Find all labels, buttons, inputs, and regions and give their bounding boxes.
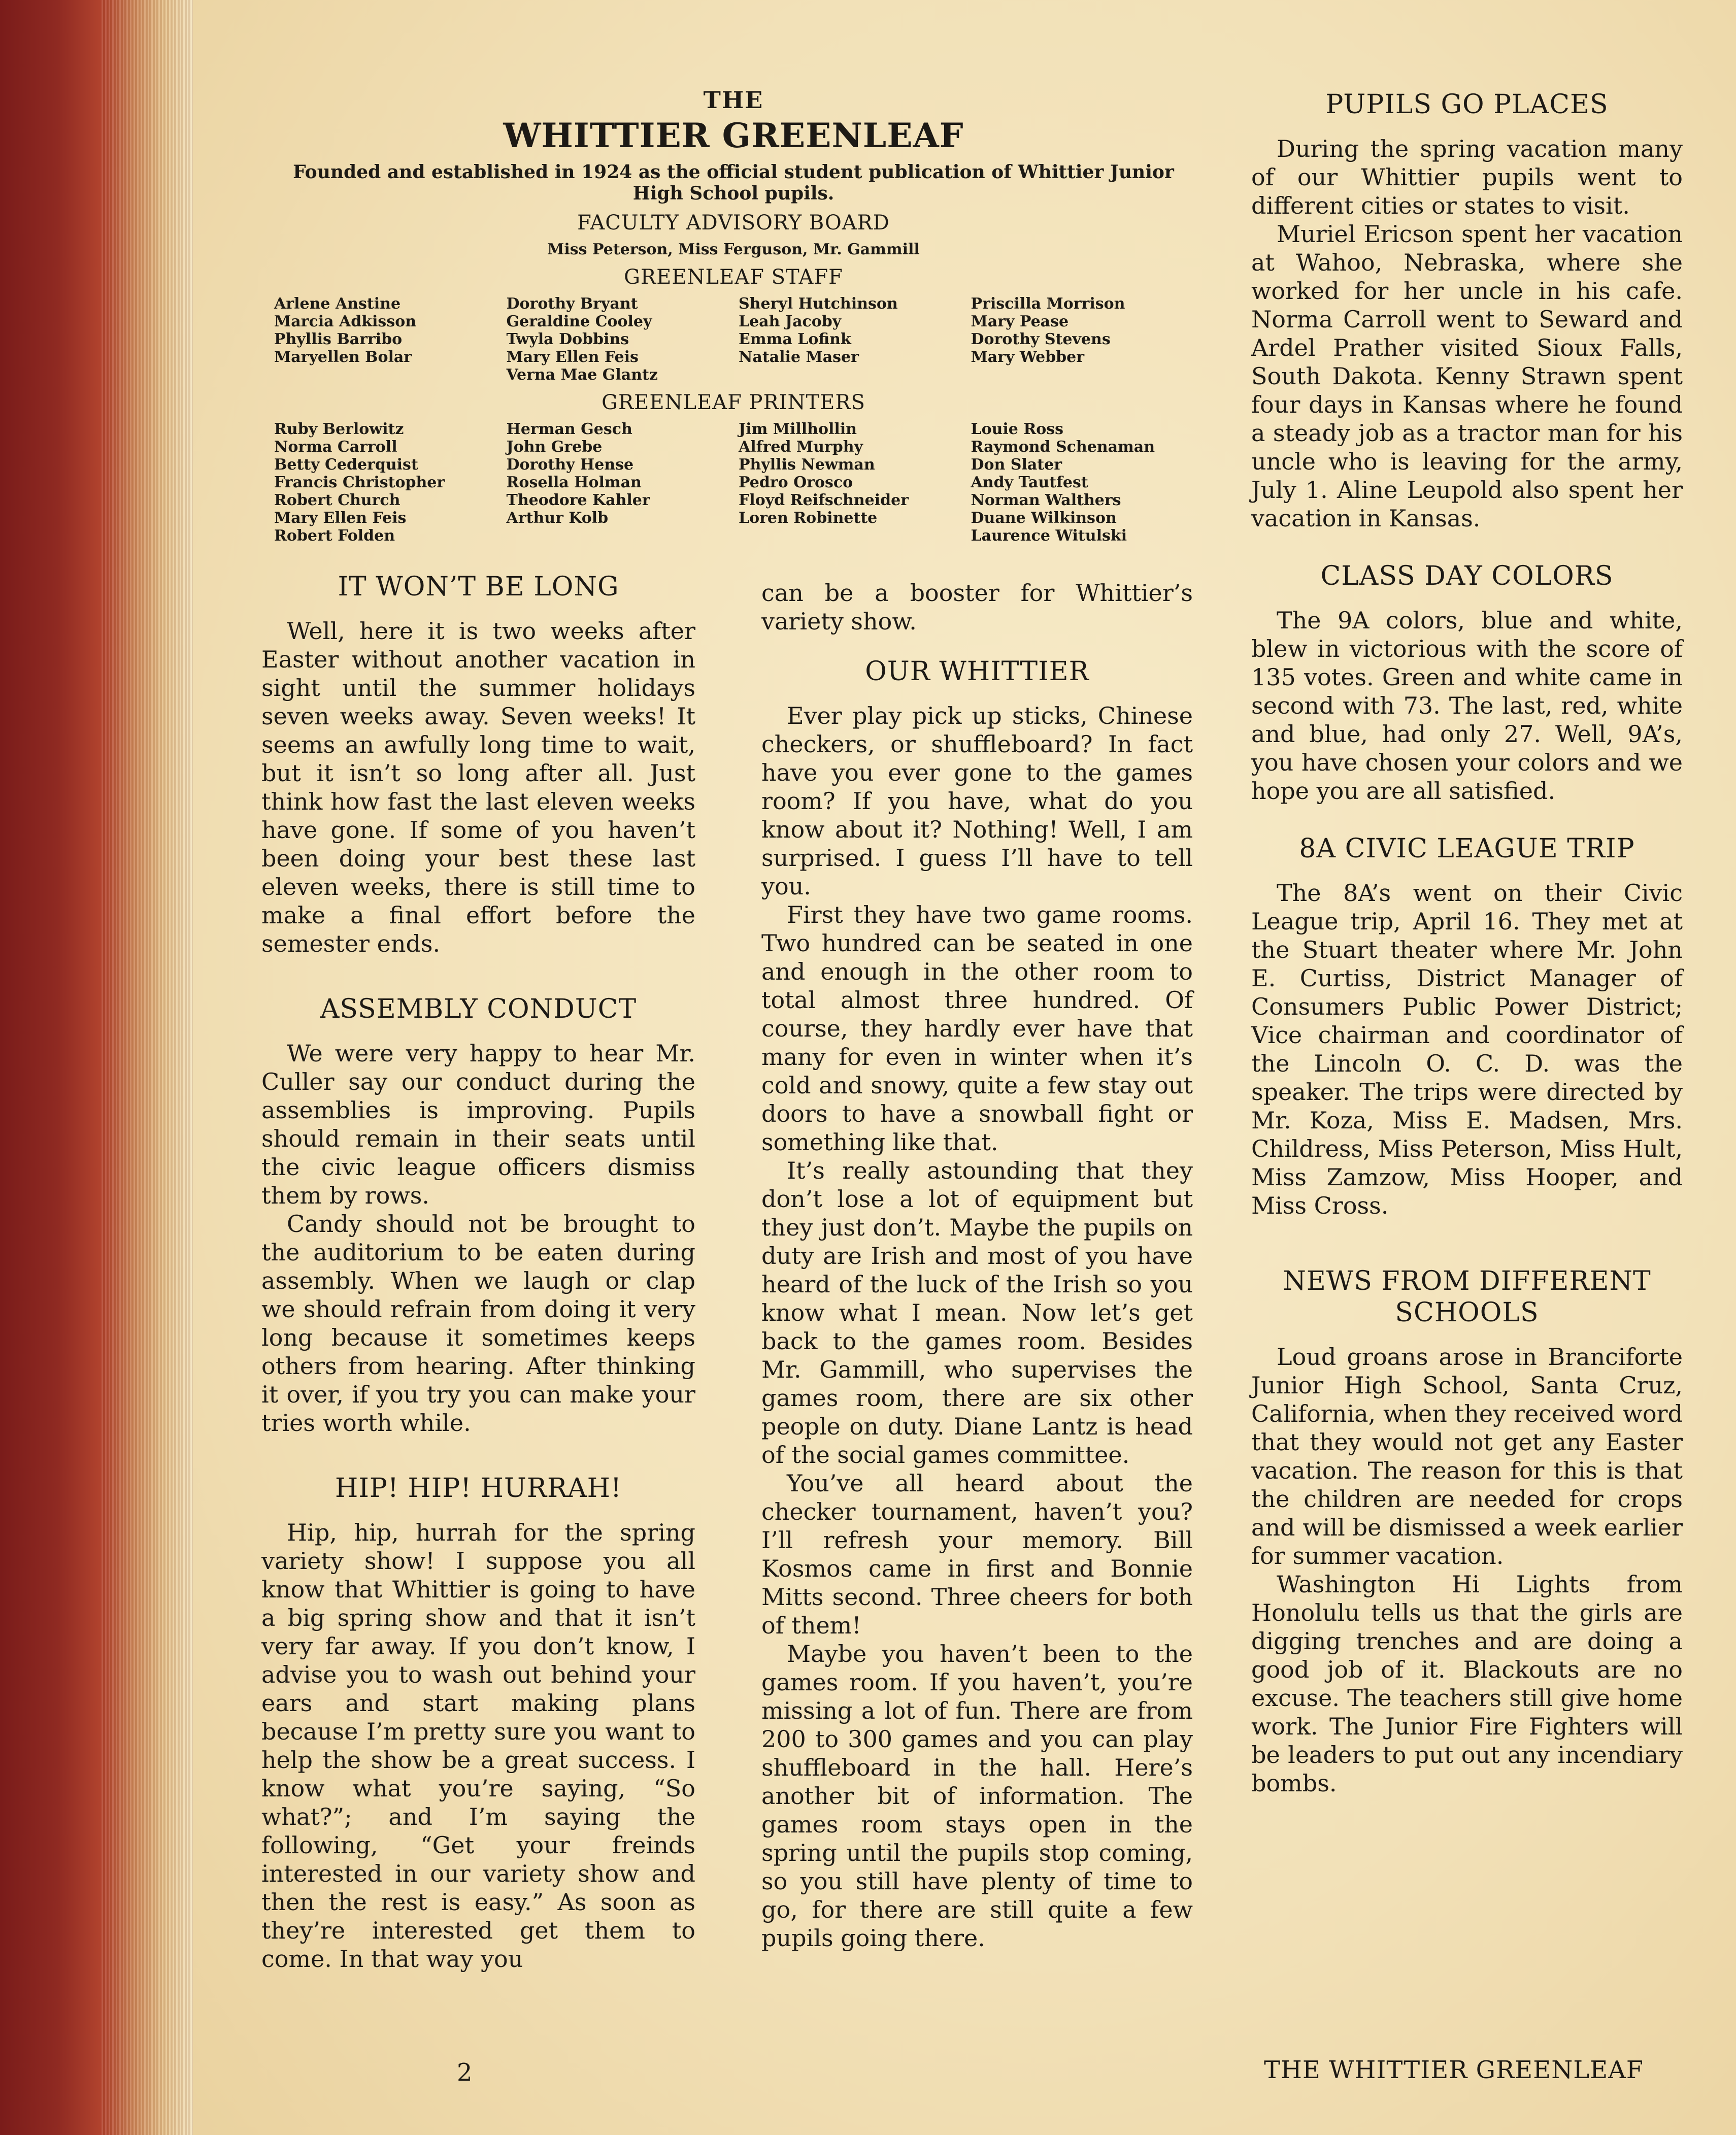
printer-name: Arthur Kolb — [506, 509, 609, 527]
footer-newspaper-name: THE WHITTIER GREENLEAF — [1264, 2056, 1644, 2084]
page-number: 2 — [457, 2058, 473, 2087]
book-binding-edge — [0, 0, 193, 2135]
staff-name: Sheryl Hutchinson — [739, 295, 898, 313]
printers-column — [739, 420, 971, 545]
printer-name: Robert Church — [274, 491, 400, 509]
printer-name: Floyd Reifschneider — [739, 491, 909, 509]
article-paragraph: Washington Hi Lights from Honolulu tells us that the girls are digging trenches and are doing a good job of it. Blackouts are no excuse. The teachers still give home work. The Junior Fire Fighters will be leaders to put out any incendiary bombs. — [1251, 1571, 1683, 1797]
article-paragraph: The 9A colors, blue and white, blew in victorious with the score of 135 votes. Green and white came in second with 73. The last, red, white and blue, had only 27. Well, 9A’s, you have chosen your colors and we hope you are all satisfied. — [1251, 607, 1683, 805]
staff-name: Verna Mae Glantz — [506, 366, 658, 384]
founded-statement: Founded and established in 1924 as the official student publication of Whittier Junior High School pupils. — [293, 161, 1174, 204]
printer-name: Raymond Schenaman — [971, 438, 1155, 456]
printer-name: Norma Carroll — [274, 438, 397, 456]
staff-name: Mary Pease — [971, 313, 1069, 330]
article-heading-pupils-go-places: PUPILS GO PLACES — [1325, 89, 1609, 120]
article-paragraph: Candy should not be brought to the auditorium to be eaten during assembly. When we laugh or clap we should refrain from doing it very long because it sometimes keeps others from hearing. After thinking it over, if you try you can make your tries worth while. — [261, 1210, 695, 1437]
printer-name: Pedro Orosco — [739, 474, 853, 491]
column-spacer — [261, 1437, 695, 1473]
staff-list — [264, 295, 1203, 384]
article-paragraph-continued: can be a booster for Whittier’s variety show. — [761, 579, 1193, 635]
printer-name: Ruby Berlowitz — [274, 420, 404, 438]
printer-name: Dorothy Hense — [506, 456, 634, 474]
printers-list — [264, 420, 1203, 545]
column-spacer — [261, 958, 695, 993]
newspaper-name: WHITTIER GREENLEAF — [503, 116, 964, 155]
article-heading-hip-hip-hurrah: HIP! HIP! HURRAH! — [335, 1473, 622, 1504]
column-spacer — [1251, 805, 1683, 833]
staff-name: Priscilla Morrison — [971, 295, 1125, 313]
staff-name: Dorothy Bryant — [506, 295, 638, 313]
staff-title: GREENLEAF STAFF — [624, 265, 843, 289]
staff-name: Dorothy Stevens — [971, 330, 1111, 348]
staff-name: Phyllis Barribo — [274, 330, 403, 348]
printer-name: Herman Gesch — [506, 420, 632, 438]
printer-name: Alfred Murphy — [739, 438, 863, 456]
masthead — [264, 86, 1203, 545]
column-spacer — [1251, 532, 1683, 560]
printer-name: Louie Ross — [971, 420, 1064, 438]
printers-column — [971, 420, 1204, 545]
masthead-the: THE — [703, 86, 764, 114]
column-spacer — [1251, 1220, 1683, 1265]
article-paragraph: The 8A’s went on their Civic League trip, April 16. They met at the Stuart theater where Mr. John E. Curtiss, District Manager of Consumers Public Power District; Vice chairman and coordinator of the Lincoln O. C. D. was the speaker. The trips were directed by Mr. Koza, Miss E. Madsen, Mrs. Childress, Miss Peterson, Miss Hult, Miss Zamzow, Miss Hooper, and Miss Cross. — [1251, 879, 1683, 1219]
staff-column — [274, 295, 507, 384]
staff-name: Mary Webber — [971, 348, 1085, 366]
article-paragraph: We were very happy to hear Mr. Culler say our conduct during the assemblies is improving. Pupils should remain in their seats until the civic league officers dismiss them by rows. — [261, 1040, 695, 1209]
staff-name: Mary Ellen Feis — [506, 348, 639, 366]
printer-name: Phyllis Newman — [739, 456, 875, 474]
printer-name: Norman Walthers — [971, 491, 1121, 509]
printer-name: Betty Cederquist — [274, 456, 418, 474]
article-heading-assembly-conduct: ASSEMBLY CONDUCT — [320, 994, 637, 1024]
staff-column — [507, 295, 739, 384]
article-paragraph: Muriel Ericson spent her vacation at Wahoo, Nebraska, where she worked for her uncle in his cafe. Norma Carroll went to Seward and Ardel Prather visited Sioux Falls, South Dakota. Kenny Strawn spent four days in Kansas where he found a steady job as a tractor man for his uncle who is leaving for the army, July 1. Aline Leupold also spent her vacation in Kansas. — [1251, 220, 1683, 532]
printer-name: Francis Christopher — [274, 474, 445, 491]
printers-column — [274, 420, 507, 545]
column-right — [1251, 89, 1683, 1797]
article-heading-news-from-different-schools: NEWS FROM DIFFERENT SCHOOLS — [1283, 1266, 1651, 1328]
printer-name: John Grebe — [506, 438, 603, 456]
printer-name: Rosella Holman — [506, 474, 642, 491]
article-heading-8a-civic-league-trip: 8A CIVIC LEAGUE TRIP — [1299, 833, 1635, 864]
staff-column — [971, 295, 1204, 384]
article-paragraph: Loud groans arose in Brancіforte Junior High School, Santa Cruz, California, when they received word that they would not get any Easter vacation. The reason for this is that the children are needed for crops and will be dismissed a week earlier for summer vacation. — [1251, 1343, 1683, 1570]
faculty-board-names: Miss Peterson, Miss Ferguson, Mr. Gammill — [547, 241, 920, 258]
column-left — [261, 571, 695, 1973]
article-paragraph: Ever play pick up sticks, Chinese checkers, or shuffleboard? In fact have you ever gone to the games room? If you have, what do you know about it? Nothing! Well, I am surprised. I guess I’ll have to tell you. — [761, 702, 1193, 900]
article-paragraph: It’s really astounding that they don’t lose a lot of equipment but they just don’t. Maybe the pupils on duty are Irish and most of you have heard of the luck of the Irish so you know what I mean. Now let’s get back to the games room. Besides Mr. Gammill, who supervises the games room, there are six other people on duty. Diane Lantz is head of the social games committee. — [761, 1157, 1193, 1469]
printer-name: Theodore Kahler — [506, 491, 650, 509]
printer-name: Robert Folden — [274, 527, 395, 545]
column-spacer — [761, 636, 1193, 656]
staff-name: Arlene Anstine — [274, 295, 401, 313]
article-heading-class-day-colors: CLASS DAY COLORS — [1320, 561, 1614, 591]
faculty-board-title: FACULTY ADVISORY BOARD — [577, 211, 890, 235]
printer-name: Duane Wilkinson — [971, 509, 1117, 527]
printers-column — [507, 420, 739, 545]
staff-name: Geraldine Cooley — [506, 313, 652, 330]
printer-name: Laurence Witulski — [971, 527, 1127, 545]
staff-name: Maryellen Bolar — [274, 348, 412, 366]
column-middle — [761, 579, 1193, 1952]
staff-name: Twyla Dobbins — [506, 330, 629, 348]
printers-title: GREENLEAF PRINTERS — [602, 391, 865, 414]
article-paragraph: Well, here it is two weeks after Easter without another vacation in sight until the summer holidays seven weeks away. Seven weeks! It seems an awfully long time to wait, but it isn’t so long after all. Just think how fast the last eleven weeks have gone. If some of you haven’t been doing your best these last eleven weeks, there is still time to make a final effort before the semester ends. — [261, 617, 695, 957]
printer-name: Loren Robinette — [739, 509, 878, 527]
printer-name: Don Slater — [971, 456, 1062, 474]
article-paragraph: Maybe you haven’t been to the games room. If you haven’t, you’re missing a lot of fun. There are from 200 to 300 games and you can play shuffleboard in the hall. Here’s another bit of information. The games room stays open in the spring until the pupils stop coming, so you still have plenty of time to go, for there are still quite a few pupils going there. — [761, 1640, 1193, 1952]
printer-name: Jim Millhollin — [739, 420, 857, 438]
article-paragraph: You’ve all heard about the checker tournament, haven’t you? I’ll refresh your memory. Bill Kosmos came in first and Bonnie Mitts second. Three cheers for both of them! — [761, 1470, 1193, 1639]
article-heading-our-whittier: OUR WHITTIER — [865, 656, 1089, 687]
staff-name: Natalie Maser — [739, 348, 859, 366]
article-heading-it-wont-be-long: IT WON’T BE LONG — [338, 572, 619, 602]
newspaper-page — [193, 0, 1736, 2135]
staff-name: Leah Jacoby — [739, 313, 842, 330]
article-paragraph: Hip, hip, hurrah for the spring variety show! I suppose you all know that Whittier is going to have a big spring show and that it isn’t very far away. If you don’t know, I advise you to wash out behind your ears and start making plans because I’m pretty sure you want to help the show be a great success. I know what you’re saying, “So what?”; and I’m saying the following, “Get your freinds interested in our variety show and then the rest is easy.” As soon as they’re interested get them to come. In that way you — [261, 1519, 695, 1973]
printer-name: Andy Tautfest — [971, 474, 1088, 491]
staff-name: Emma Lofink — [739, 330, 851, 348]
printer-name: Mary Ellen Feis — [274, 509, 407, 527]
article-paragraph: First they have two game rooms. Two hundred can be seated in one and enough in the other room to total almost three hundred. Of course, they hardly ever have that many for even in winter when it’s cold and snowy, quite a few stay out doors to have a snowball fight or something like that. — [761, 901, 1193, 1156]
article-paragraph: During the spring vacation many of our Whittier pupils went to different cities or states to visit. — [1251, 135, 1683, 219]
staff-column — [739, 295, 971, 384]
staff-name: Marcia Adkisson — [274, 313, 417, 330]
